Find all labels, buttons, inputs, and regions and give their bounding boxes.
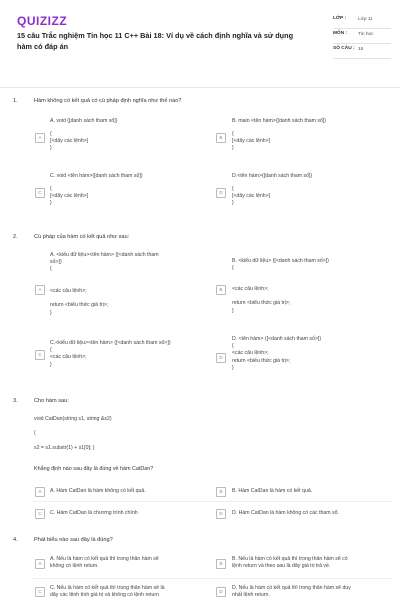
option-code: <các câu lệnh>; return <biểu thức giá trị>; } <box>232 286 291 314</box>
option-text: B. main <tên hàm>([danh sách tham số]) <box>232 118 327 124</box>
option-badge-a[interactable]: A <box>35 285 45 295</box>
meta-count-value: 15 <box>358 47 364 52</box>
option-badge-b[interactable]: B <box>216 487 226 497</box>
page-title: 15 câu Trắc nghiệm Tin học 11 C++ Bài 18: Ví dụ về cách định nghĩa và sử dụng hàm có đáp án <box>17 31 294 51</box>
option-badge-d[interactable]: D <box>216 509 226 519</box>
option-divider <box>32 578 392 579</box>
meta-grade-value: Lớp 11 <box>358 17 373 22</box>
option-code: C.<kiểu dữ liệu><tên hàm> ([<danh sách tham số>]) { <các câu lệnh>; } <box>50 340 171 368</box>
question-prompt: Khẳng định nào sau đây là đúng về hàm CatDan? <box>34 466 154 472</box>
option-badge-d[interactable]: D <box>216 188 226 198</box>
option-badge-c[interactable]: C <box>35 350 45 360</box>
option-code: { [<dãy các lệnh>] } <box>50 131 89 152</box>
option-badge-b[interactable]: B <box>216 285 226 295</box>
option-text: D. Nếu là hàm có kết quả thì trong thân hàm sẽ duy nhất lệnh return. <box>232 585 351 599</box>
option-badge-b[interactable]: B <box>216 133 226 143</box>
question-text: Hàm không có kết quả có cú pháp định nghĩa như thế nào? <box>34 98 182 104</box>
option-code: D. <tên hàm> ([<danh sách tham số>]) { <các câu lệnh>; return <biểu thức giá trị>; } <box>232 336 322 371</box>
question-number: 2. <box>13 234 18 240</box>
option-text: C. Hàm CatDan là chương trình chính <box>50 510 138 516</box>
option-badge-b[interactable]: B <box>216 559 226 569</box>
question-number: 1. <box>13 98 18 104</box>
option-badge-c[interactable]: C <box>35 509 45 519</box>
option-text: D.<tên hàm>([danh sách tham số]) <box>232 173 313 179</box>
option-text: A. void ([danh sách tham số]) <box>50 118 118 124</box>
meta-grade-label: LỚP : <box>333 16 347 21</box>
option-badge-c[interactable]: C <box>35 188 45 198</box>
option-code: { [<dãy các lệnh>] } <box>232 131 271 152</box>
question-text: Cú pháp của hàm có kết quả như sau: <box>34 234 130 240</box>
option-text: C. Nếu là hàm có kết quả thì trong thân hàm sẽ là dãy các lệnh tính giá trị và không có lệnh return <box>50 585 165 599</box>
header-divider <box>0 87 400 88</box>
option-text: D. Hàm CatDan là hàm không có các tham số. <box>232 510 339 516</box>
question-text: Cho hàm sau: <box>34 398 69 404</box>
question-number: 4. <box>13 537 18 543</box>
question-text: Phát biểu nào sau đây là đúng? <box>34 537 113 543</box>
meta-subject-label: MÔN : <box>333 31 348 36</box>
meta-count-label: SỐ CÂU : <box>333 46 355 51</box>
option-badge-a[interactable]: A <box>35 559 45 569</box>
option-code: <các câu lệnh>; return <biểu thức giá trị>; } <box>50 288 109 316</box>
meta-grade <box>333 14 391 29</box>
meta-count <box>333 44 391 59</box>
option-text: B. Hàm CatDan là hàm có kết quả. <box>232 488 313 494</box>
option-badge-c[interactable]: C <box>35 587 45 597</box>
option-badge-d[interactable]: D <box>216 353 226 363</box>
option-text: A. Hàm CatDan là hàm không có kết quả. <box>50 488 146 494</box>
option-text: A. Nếu là hàm có kết quả thì trong thân hàm sẽ không có lệnh return. <box>50 556 159 570</box>
option-code: A. <kiểu dữ liệu><tên hàm> ([<danh sách tham số>]) { <box>50 252 159 273</box>
option-text: C. void <tên hàm>([danh sách tham số]) <box>50 173 143 179</box>
meta-info <box>333 14 391 59</box>
option-badge-a[interactable]: A <box>35 487 45 497</box>
option-text: B. Nếu là hàm có kết quả thì trong thân hàm sẽ có lệnh return và theo sau là dãy giá trị trả về. <box>232 556 348 570</box>
meta-subject <box>333 29 391 44</box>
option-badge-a[interactable]: A <box>35 133 45 143</box>
option-divider <box>32 501 392 502</box>
meta-subject-value: Tin học <box>358 32 374 37</box>
question-number: 3. <box>13 398 18 404</box>
option-badge-d[interactable]: D <box>216 587 226 597</box>
option-code: { [<dãy các lệnh>] } <box>232 186 271 207</box>
option-code: { [<dãy các lệnh>] } <box>50 186 89 207</box>
option-code: B. <kiểu dữ liệu> ([<danh sách tham số>]) { <box>232 258 329 272</box>
quizizz-logo: QUIZIZZ <box>17 14 68 28</box>
question-code: void CatDan(string s1, string &s2) { s2 = s1.substr(1) + s1[0]; } <box>34 416 112 451</box>
